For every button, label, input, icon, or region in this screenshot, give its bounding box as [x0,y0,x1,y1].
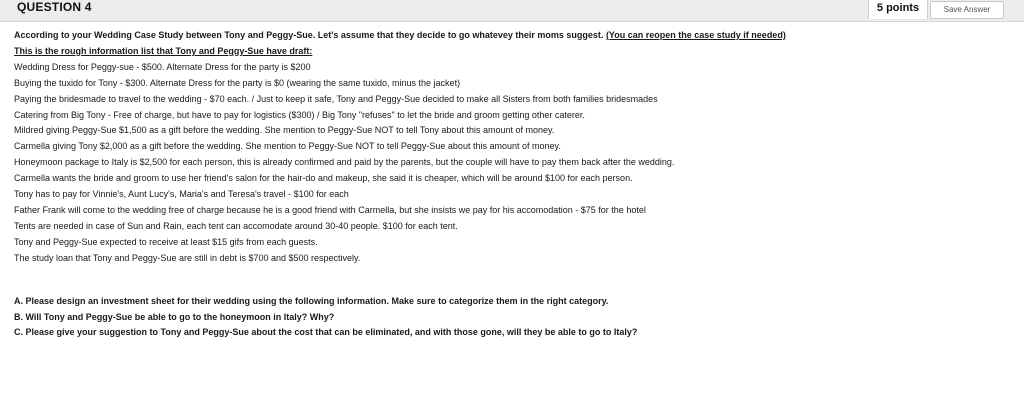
info-item: Tony has to pay for Vinnie's, Aunt Lucy's, Maria's and Teresa's travel - $100 for each [14,189,349,200]
task-c: C. Please give your suggestion to Tony and Peggy-Sue about the cost that can be eliminated, and with those gone, will they be able to go to Italy? [14,327,638,338]
info-list-heading: This is the rough information list that Tony and Peggy-Sue have draft: [14,45,313,56]
info-item: Carmella giving Tony $2,000 as a gift before the wedding. She mention to Peggy-Sue NOT to tell Peggy-Sue about this amount of money. [14,141,561,152]
question-title: QUESTION 4 [17,0,92,14]
info-list [14,60,1014,267]
points-badge: 5 points [868,0,928,19]
info-item: Catering from Big Tony - Free of charge, but have to pay for logistics ($300) / Big Tony "refuses" to let the bride and groom getting other caterer. [14,109,585,120]
task-b: B. Will Tony and Peggy-Sue be able to go to the honeymoon in Italy? Why? [14,311,335,322]
question-body [14,28,1014,341]
info-item: Honeymoon package to Italy is $2,500 for each person, this is already confirmed and paid by the parents, but the couple will have to pay them back after the wedding. [14,157,675,168]
question-header [0,0,1024,22]
info-item: Tony and Peggy-Sue expected to receive at least $15 gifs from each guests. [14,236,318,247]
question-intro-text: According to your Wedding Case Study between Tony and Peggy-Sue. Let's assume that they decide to go whatevey their moms suggest. [14,30,604,40]
info-item: Carmella wants the bride and groom to use her friend's salon for the hair-do and makeup, she said it is cheaper, which will be around $100 for each person. [14,173,633,184]
save-answer-button[interactable]: Save Answer [930,1,1004,19]
info-item: Tents are needed in case of Sun and Rain, each tent can accomodate around 30-40 people. $100 for each tent. [14,220,458,231]
info-item: Father Frank will come to the wedding free of charge because he is a good friend with Carmella, but she insists we pay for his accomodation - $75 for the hotel [14,204,646,215]
info-item: Buying the tuxido for Tony - $300. Alternate Dress for the party is $0 (wearing the same tuxido, minus the jacket) [14,77,461,88]
task-a: A. Please design an investment sheet for their wedding using the following information. Make sure to categorize them in the right category. [14,295,609,306]
task-list [14,294,1014,342]
info-item: The study loan that Tony and Peggy-Sue are still in debt is $700 and $500 respectively. [14,252,361,263]
question-intro [14,28,1014,44]
info-item: Mildred giving Peggy-Sue $1,500 as a gift before the wedding. She mention to Peggy-Sue NOT to tell Tony about this amount of money. [14,125,555,136]
info-item: Wedding Dress for Peggy-sue - $500. Alternate Dress for the party is $200 [14,61,311,72]
reopen-case-study-link[interactable]: (You can reopen the case study if needed) [605,30,786,40]
info-item: Paying the bridesmade to travel to the wedding - $70 each. / Just to keep it safe, Tony and Peggy-Sue decided to make all Sisters from both families bridesmades [14,93,658,104]
